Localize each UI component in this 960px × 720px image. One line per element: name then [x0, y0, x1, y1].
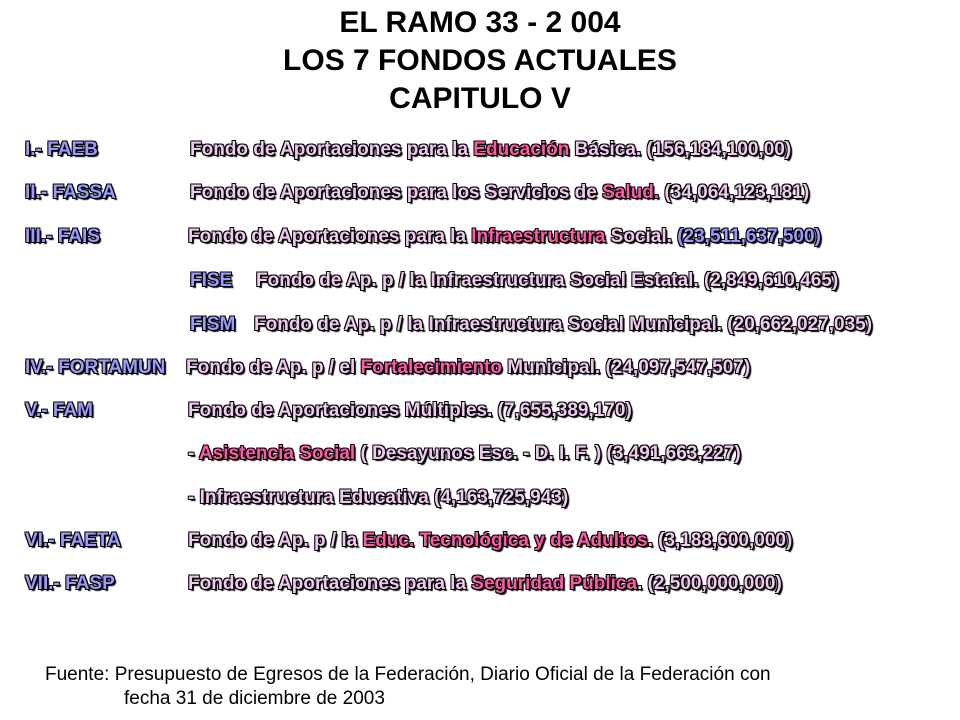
fund-row-fais — [0, 226, 960, 252]
fund-code: V.- FAM — [25, 400, 93, 421]
desc-highlight: Seguridad Pública — [471, 573, 638, 594]
title-line-1: EL RAMO 33 - 2 004 — [339, 6, 621, 39]
fund-code: FISM — [190, 314, 236, 335]
source-line-2: fecha 31 de diciembre de 2003 — [124, 688, 385, 709]
fund-row-infraestructura-educativa — [0, 487, 960, 513]
fund-code: III.- FAIS — [25, 226, 100, 247]
fund-row-asistencia — [0, 443, 960, 469]
fund-description — [190, 182, 809, 204]
desc-highlight: Educación — [473, 139, 570, 160]
desc-highlight: Educ. Tecnológica y de Adultos — [362, 530, 648, 551]
desc-rest: Básica. (156,184,100,00) — [569, 139, 792, 160]
desc-rest: (34,064,123,181) — [659, 182, 810, 203]
desc-text: Fondo de Aportaciones para la — [188, 573, 472, 594]
desc-rest: Municipal. (24,097,547,507) — [502, 357, 751, 378]
desc-highlight: Infraestructura — [471, 226, 606, 247]
fund-description: Fondo de Ap. p / la Infraestructura Social Municipal. (20,662,027,035) — [254, 314, 873, 335]
desc-text: Fondo de Aportaciones para la — [190, 139, 474, 160]
fund-description: Fondo de Ap. p / la Infraestructura Social Estatal. (2,849,610,465) — [256, 270, 839, 291]
desc-amount: (23,511,637,500) — [677, 226, 821, 247]
desc-text: Fondo de Aportaciones para la — [188, 226, 472, 247]
desc-rest: . (2,500,000,000) — [637, 573, 782, 594]
fund-code: VII.- FASP — [25, 573, 115, 594]
title-line-2: LOS 7 FONDOS ACTUALES — [283, 44, 677, 77]
fund-row-fise — [0, 270, 960, 296]
fund-row-fam — [0, 400, 960, 426]
fund-row-fasp — [0, 573, 960, 599]
fund-row-fortamun — [0, 357, 960, 383]
fund-description — [188, 443, 741, 465]
fund-description — [188, 226, 821, 248]
fund-code: I.- FAEB — [25, 139, 98, 160]
fund-row-faeb — [0, 139, 960, 165]
desc-text: - — [188, 443, 199, 464]
fund-description — [188, 573, 782, 595]
desc-text: Fondo de Aportaciones para los Servicios de — [190, 182, 603, 203]
title-line-3: CAPITULO V — [389, 82, 571, 115]
fund-code: IV.- FORTAMUN — [25, 357, 166, 378]
fund-description: Fondo de Aportaciones Múltiples. (7,655,389,170) — [188, 400, 632, 421]
fund-row-fassa — [0, 182, 960, 208]
fund-description — [188, 530, 792, 552]
desc-rest: Social. — [605, 226, 678, 247]
fund-code: VI.- FAETA — [25, 530, 121, 551]
desc-highlight: Asistencia Social — [198, 443, 356, 464]
fund-description — [186, 357, 750, 379]
desc-text: Fondo de Ap. p / el — [186, 357, 361, 378]
fund-description: - Infraestructura Educativa (4,163,725,943) — [188, 487, 569, 508]
desc-rest: . (3,188,600,000) — [647, 530, 793, 551]
desc-text: Fondo de Ap. p / la — [188, 530, 363, 551]
fund-description — [190, 139, 791, 161]
fund-row-faeta — [0, 530, 960, 556]
desc-rest: ( Desayunos Esc. - D. I. F. ) (3,491,663,227) — [355, 443, 741, 464]
desc-highlight: Fortalecimiento — [360, 357, 502, 378]
desc-highlight: Salud. — [602, 182, 660, 203]
fund-row-fism — [0, 314, 960, 340]
fund-code: II.- FASSA — [25, 182, 116, 203]
source-line-1: Fuente: Presupuesto de Egresos de la Federación, Diario Oficial de la Federación con — [45, 664, 771, 685]
fund-code: FISE — [190, 270, 233, 291]
